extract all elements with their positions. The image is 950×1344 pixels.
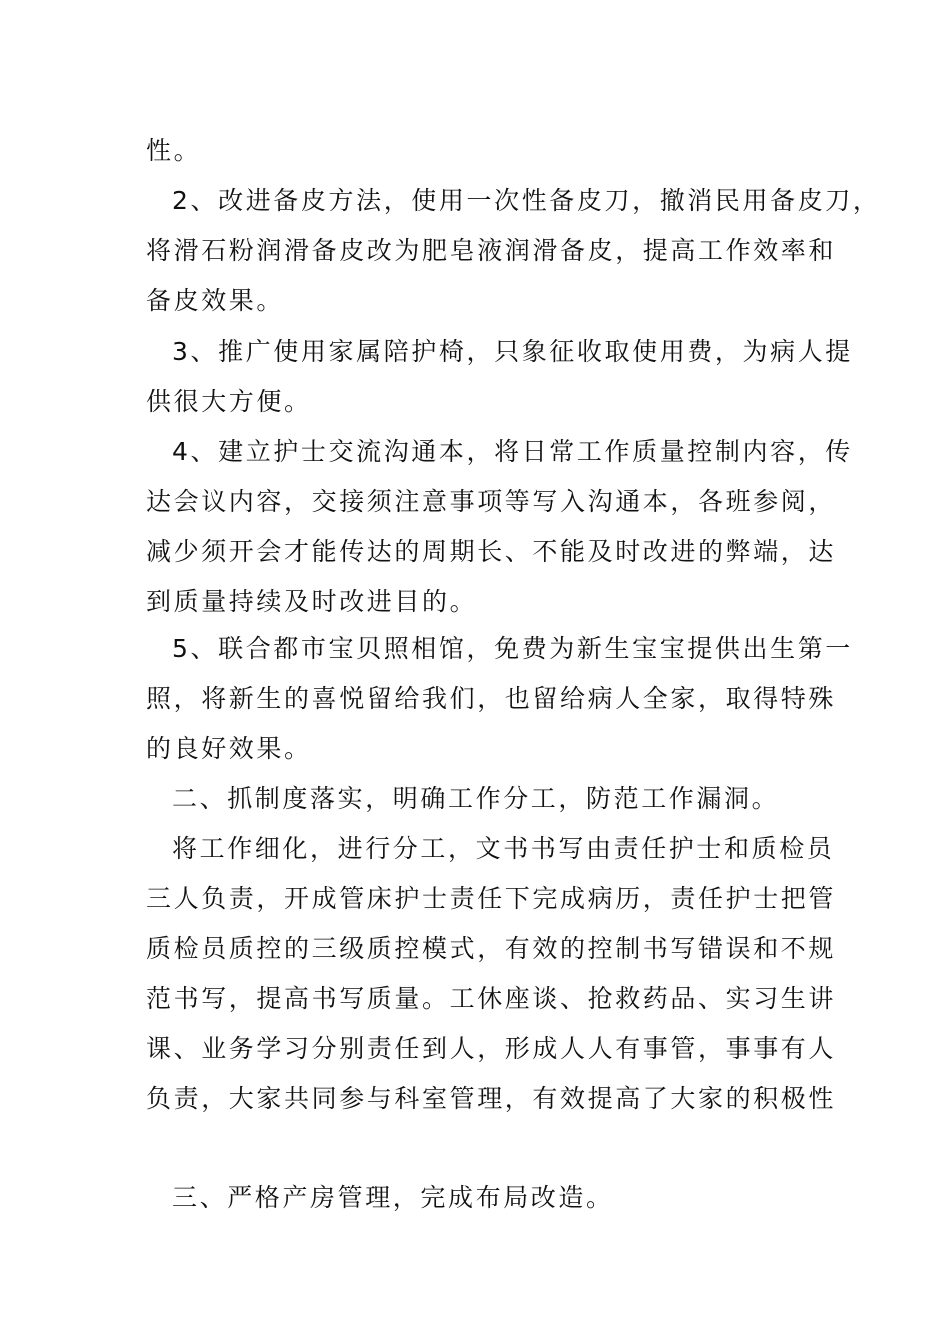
text-line-13: 的良好效果。 xyxy=(146,734,312,763)
text-line-16: 三人负责，开成管床护士责任下完成病历，责任护士把管 xyxy=(146,884,837,913)
text-line-11: 5、联合都市宝贝照相馆，免费为新生宝宝提供出生第一 xyxy=(172,634,853,663)
text-line-18: 范书写，提高书写质量。工休座谈、抢救药品、实习生讲 xyxy=(146,984,837,1013)
text-line-8: 达会议内容，交接须注意事项等写入沟通本，各班参阅， xyxy=(146,487,837,516)
text-line-19: 课、业务学习分别责任到人，形成人人有事管，事事有人 xyxy=(146,1034,837,1063)
text-line-2: 2、改进备皮方法，使用一次性备皮刀，撤消民用备皮刀， xyxy=(172,186,881,215)
text-line-3: 将滑石粉润滑备皮改为肥皂液润滑备皮，提高工作效率和 xyxy=(146,236,837,265)
text-line-1: 性。 xyxy=(146,136,202,165)
text-line-9: 减少须开会才能传达的周期长、不能及时改进的弊端，达 xyxy=(146,537,837,566)
text-line-6: 供很大方便。 xyxy=(146,387,312,416)
text-line-17: 质检员质控的三级质控模式，有效的控制书写错误和不规 xyxy=(146,934,837,963)
text-line-7: 4、建立护士交流沟通本，将日常工作质量控制内容，传 xyxy=(172,437,853,466)
text-line-12: 照，将新生的喜悦留给我们，也留给病人全家，取得特殊 xyxy=(146,684,837,713)
text-line-14: 二、抓制度落实，明确工作分工，防范工作漏洞。 xyxy=(172,784,780,813)
text-line-10: 到质量持续及时改进目的。 xyxy=(146,587,478,616)
text-line-15: 将工作细化，进行分工，文书书写由责任护士和质检员 xyxy=(172,834,835,863)
text-line-5: 3、推广使用家属陪护椅，只象征收取使用费，为病人提 xyxy=(172,337,853,366)
text-line-4: 备皮效果。 xyxy=(146,286,285,315)
text-line-20: 负责，大家共同参与科室管理，有效提高了大家的积极性 xyxy=(146,1084,837,1113)
text-line-21: 三、严格产房管理，完成布局改造。 xyxy=(172,1183,614,1212)
